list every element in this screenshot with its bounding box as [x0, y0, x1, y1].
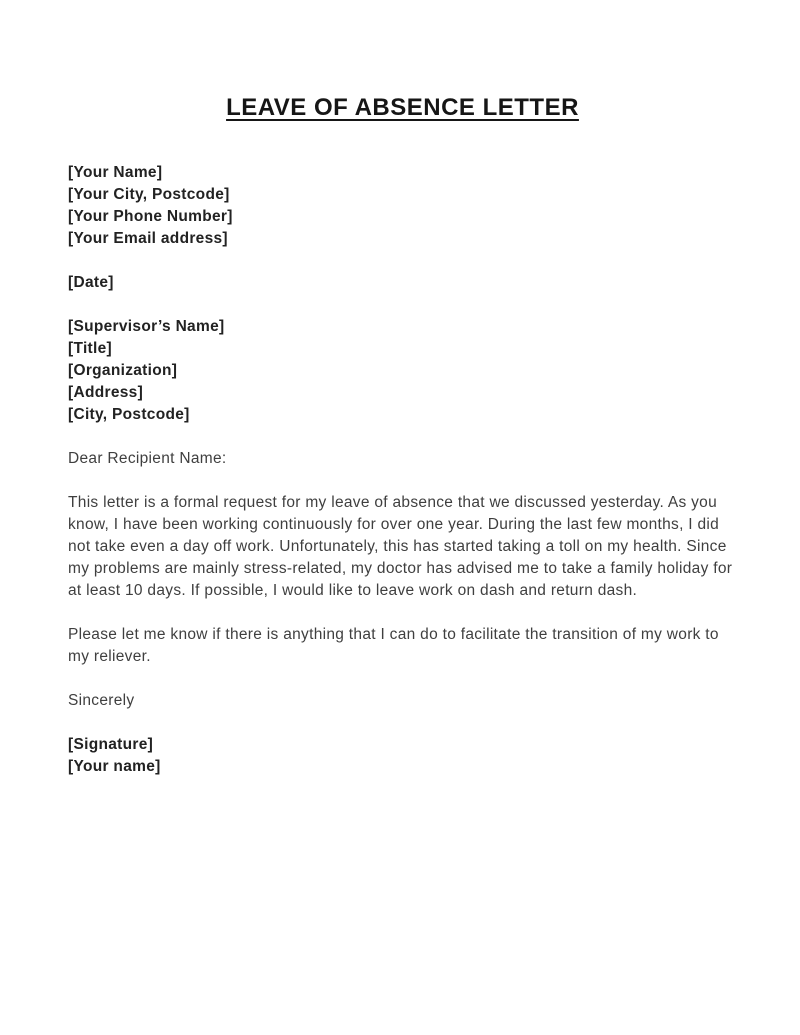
- recipient-title: [Title]: [68, 340, 113, 357]
- recipient-supervisor-name: [Supervisor’s Name]: [68, 318, 225, 335]
- page-title: [68, 94, 737, 122]
- sender-city-postcode: [Your City, Postcode]: [68, 186, 230, 203]
- signature-name: [Your name]: [68, 758, 161, 775]
- body-paragraph-2: Please let me know if there is anything that I can do to facilitate the transition of my work to my reliever.: [68, 626, 719, 665]
- recipient-address: [Address]: [68, 384, 144, 401]
- date-line: [Date]: [68, 274, 114, 291]
- signature-block: [68, 734, 737, 778]
- sender-phone: [Your Phone Number]: [68, 208, 233, 225]
- recipient-address-block: [68, 316, 737, 426]
- sender-name: [Your Name]: [68, 164, 163, 181]
- recipient-organization: [Organization]: [68, 362, 178, 379]
- body-paragraph-1: This letter is a formal request for my leave of absence that we discussed yesterday. As you know, I have been working continuously for over one year. During the last few months, I did not take even a day off work. Unfortunately, this has started taking a toll on my health. Since my problems are mainly stress-related, my doctor has advised me to take a family holiday for at least 10 days. If possible, I would like to leave work on dash and return dash.: [68, 494, 733, 599]
- recipient-city-postcode: [City, Postcode]: [68, 406, 190, 423]
- sender-email: [Your Email address]: [68, 230, 228, 247]
- salutation: Dear Recipient Name:: [68, 450, 227, 467]
- signature-line: [Signature]: [68, 736, 154, 753]
- date-block: [68, 272, 737, 294]
- closing: Sincerely: [68, 692, 135, 709]
- page-title-text: LEAVE OF ABSENCE LETTER: [226, 94, 579, 121]
- sender-address-block: [68, 162, 737, 250]
